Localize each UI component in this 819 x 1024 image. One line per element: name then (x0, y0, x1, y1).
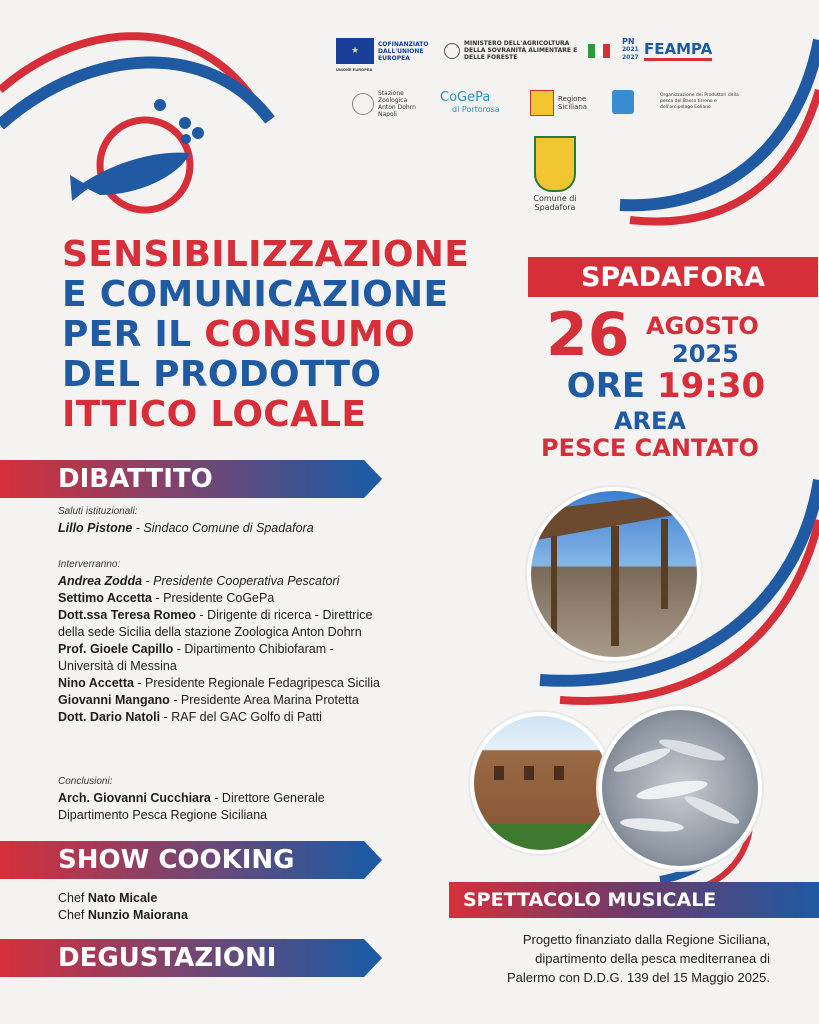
event-time (556, 366, 776, 406)
title-line-3a: PER IL (62, 314, 205, 355)
fish-logo (60, 95, 220, 220)
interverranno-block (58, 556, 380, 726)
op-icon (612, 90, 634, 114)
conclusioni-name: Arch. Giovanni Cucchiara (58, 791, 211, 805)
chef-prefix: Chef (58, 891, 88, 905)
speaker-role: - RAF del GAC Golfo di Patti (160, 710, 322, 724)
note-line-2: dipartimento della pesca mediterranea di (535, 951, 770, 966)
speaker-row (58, 641, 380, 658)
ministero-text: MINISTERO DELL'AGRICOLTURA DELLA SOVRANITÀ ALIMENTARE E DELLE FORESTE (464, 40, 578, 61)
speaker-row (58, 675, 380, 692)
conclusioni-role-2: Dipartimento Pesca Regione Siciliana (58, 808, 268, 822)
chef-row (58, 890, 188, 907)
stazione-logo (352, 90, 418, 118)
pier-photo (527, 487, 701, 661)
conclusioni-block (58, 773, 325, 824)
speaker-row (58, 573, 380, 590)
speaker-name: Nino Accetta (58, 676, 134, 690)
eu-small-text: UNIONE EUROPEA (336, 67, 373, 72)
conclusioni-role: - Direttore Generale (210, 791, 325, 805)
speaker-name: Settimo Accetta (58, 591, 153, 605)
chefs-block (58, 890, 188, 924)
comune-crest-icon (534, 136, 576, 192)
eu-flag-icon: ★ (336, 38, 374, 64)
spadafora-banner (528, 257, 818, 297)
regione-shield-icon (530, 90, 554, 116)
degustazioni-label: DEGUSTAZIONI (58, 943, 277, 973)
speaker-role: della sede Sicilia della stazione Zoologica Anton Dohrn (58, 625, 362, 639)
time-value: 19:30 (656, 366, 766, 406)
chef-name: Nunzio Maiorana (87, 908, 188, 922)
title-line-5: ITTICO LOCALE (62, 394, 367, 435)
place-label: SPADAFORA (580, 261, 766, 293)
area-line-1: AREA (613, 407, 687, 435)
comune-logo (530, 136, 580, 212)
funding-note (470, 930, 770, 987)
speaker-row (58, 590, 380, 607)
note-line-3: Palermo con D.D.G. 139 del 15 Maggio 2025. (506, 970, 770, 985)
speaker-row (58, 709, 380, 726)
cogepa-text: CoGePa (440, 90, 491, 105)
speaker-role: - Presidente Area Marina Protetta (169, 693, 359, 707)
chef-name: Nato Micale (87, 891, 158, 905)
event-day: 26 (546, 300, 630, 370)
event-month: AGOSTO (646, 312, 759, 340)
speaker-row (58, 692, 380, 709)
comune-text: Comune di Spadafora (533, 194, 577, 212)
eu-logo (336, 38, 434, 64)
speaker-name: Prof. Gioele Capillo (58, 642, 174, 656)
title-line-3b: CONSUMO (204, 314, 416, 355)
speaker-name: Andrea Zodda (58, 574, 143, 588)
cogepa-logo (440, 90, 500, 114)
title-line-4: DEL PRODOTTO (62, 354, 382, 395)
event-area (530, 408, 770, 462)
fish-photo (598, 706, 762, 870)
speaker-row (58, 607, 380, 624)
degustazioni-banner (0, 939, 364, 977)
ore-label: ORE (566, 366, 646, 406)
cogepa-sub: di Portorosa (452, 105, 500, 114)
regione-text: Regione Siciliana (558, 95, 588, 111)
main-title (62, 235, 469, 435)
speaker-row (58, 658, 380, 675)
saluti-role: - Sindaco Comune di Spadafora (132, 521, 314, 535)
speaker-role: - Presidente Regionale Fedagripesca Sicilia (133, 676, 380, 690)
speaker-row (58, 624, 380, 641)
show-cooking-label: SHOW COOKING (58, 845, 295, 875)
area-line-2: PESCE CANTATO (541, 434, 759, 462)
conclusioni-label: Conclusioni: (58, 776, 113, 787)
org-pesca-logo (612, 90, 740, 114)
pn-years: 2021 2027 (622, 46, 639, 61)
seahorse-icon (352, 93, 374, 115)
dibattito-banner (0, 460, 364, 498)
speaker-role: - Presidente Cooperativa Pescatori (142, 574, 340, 588)
event-year: 2025 (672, 340, 739, 368)
speaker-role: Università di Messina (58, 659, 177, 673)
feampa-text: FEAMPA (644, 40, 712, 61)
org-pesca-text: Organizzazione dei Produttori della pesca del Basso tirreno e dell'arcipelago Eoliano (660, 93, 739, 110)
spettacolo-banner (449, 882, 819, 918)
eu-text: COFINANZIATO DALL'UNIONE EUROPEA (378, 40, 429, 62)
speaker-role: - Dipartimento Chibiofaram - (173, 642, 334, 656)
interverranno-label: Interverranno: (58, 559, 121, 570)
dibattito-label: DIBATTITO (58, 464, 213, 494)
saluti-name: Lillo Pistone (58, 521, 133, 535)
speaker-name: Giovanni Mangano (58, 693, 170, 707)
palazzo-photo (470, 712, 612, 854)
regione-logo (530, 90, 594, 116)
saluti-block (58, 503, 314, 537)
italy-flag-icon (588, 44, 610, 58)
note-line-1: Progetto finanziato dalla Regione Siciliana, (522, 932, 770, 947)
chef-prefix: Chef (58, 908, 88, 922)
show-cooking-banner (0, 841, 364, 879)
title-line-1: SENSIBILIZZAZIONE (62, 234, 470, 275)
speaker-role: - Dirigente di ricerca - Direttrice (196, 608, 373, 622)
chef-row (58, 907, 188, 924)
speaker-name: Dott.ssa Teresa Romeo (58, 608, 197, 622)
stazione-text: Stazione Zoologica Anton Dohrn Napoli (378, 90, 416, 118)
speaker-name: Dott. Dario Natoli (58, 710, 161, 724)
feampa-logo (622, 38, 712, 62)
spettacolo-label: SPETTACOLO MUSICALE (463, 889, 717, 911)
speaker-role: - Presidente CoGePa (152, 591, 275, 605)
emblem-icon (444, 43, 460, 59)
title-line-2: E COMUNICAZIONE (62, 274, 449, 315)
ministero-logo (444, 40, 610, 61)
pn-label: PN (622, 37, 635, 46)
saluti-label: Saluti istituzionali: (58, 506, 138, 517)
